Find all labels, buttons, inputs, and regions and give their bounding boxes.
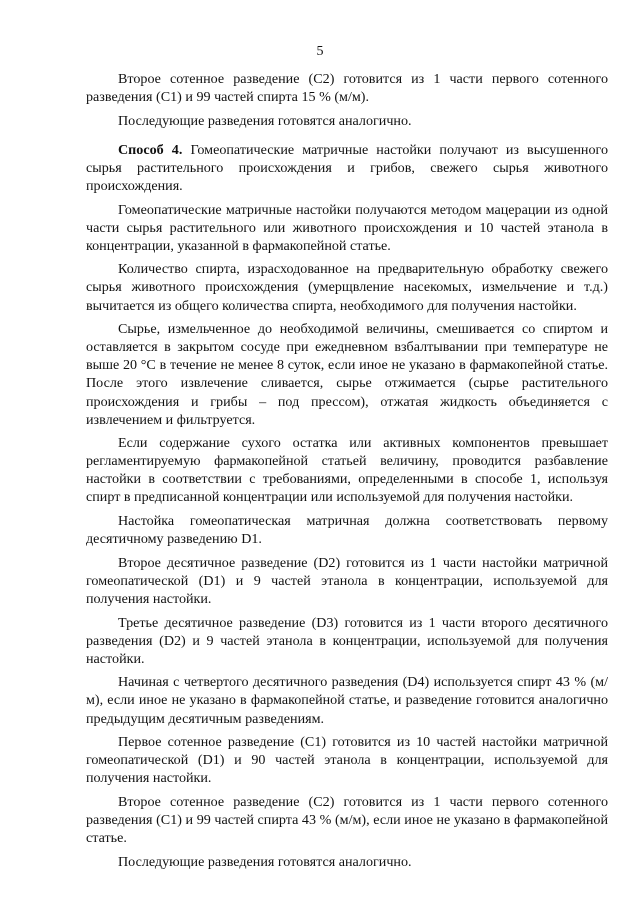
paragraph-4: Гомеопатические матричные настойки получаются методом мацерации из одной части сырья растительного или животного происхождения и 10 частей этанола в концентрации, указанной в фармакопейной статье.	[86, 201, 608, 254]
paragraph-5: Количество спирта, израсходованное на предварительную обработку свежего сырья животного происхождения (умерщвление насекомых, измельчение и т.д.) вычитается из общего количества спирта, необходимого для получения настойки.	[86, 261, 608, 314]
paragraph-11: Начиная с четвертого десятичного разведения (D4) используется спирт 43 % (м/м), если иное не указано в фармакопейной статье, и разведение готовится аналогично предыдущим десятичным разведениям.	[86, 674, 608, 727]
paragraph-method-4	[86, 141, 608, 195]
method-label: Способ 4.	[118, 141, 183, 158]
document-body	[86, 70, 608, 876]
paragraph-9: Второе десятичное разведение (D2) готовится из 1 части настойки матричной гомеопатической (D1) и 9 частей этанола в концентрации, используемой для получения настойки.	[86, 554, 608, 607]
paragraph-2: Последующие разведения готовятся аналогично.	[118, 112, 412, 129]
page-number: 5	[316, 44, 324, 59]
paragraph-12: Первое сотенное разведение (С1) готовится из 10 частей настойки матричной гомеопатической (D1) и 90 частей этанола в концентрации, используемой для получения настойки.	[86, 734, 608, 787]
method-text: Гомеопатические матричные настойки получают из высушенного сырья растительного происхождения и грибов, свежего сырья животного происхождения.	[86, 141, 608, 194]
paragraph-13: Второе сотенное разведение (С2) готовится из 1 части первого сотенного разведения (С1) и 99 частей спирта 43 % (м/м), если иное не указано в фармакопейной статье.	[86, 793, 608, 847]
paragraph-6: Сырье, измельченное до необходимой величины, смешивается со спиртом и оставляется в закрытом сосуде при ежедневном взбалтывании при температуре не выше 20 °С в течение не менее 8 суток, если иное не указано в фармакопейной статье. После этого извлечение сливается, сырье отжимается (сырье растительного происхождения и грибы – под прессом), отжатая жидкость объединяется с извлечением и фильтруется.	[86, 321, 608, 428]
paragraph-1: Второе сотенное разведение (С2) готовится из 1 части первого сотенного разведения (С1) и 99 частей спирта 15 % (м/м).	[86, 71, 608, 106]
paragraph-14: Последующие разведения готовятся аналогично.	[118, 853, 412, 870]
paragraph-10: Третье десятичное разведение (D3) готовится из 1 части второго десятичного разведения (D2) и 9 частей этанола в концентрации, используемой для получения настойки.	[86, 614, 608, 667]
paragraph-7: Если содержание сухого остатка или активных компонентов превышает регламентируемую фармакопейной статьей величину, проводится разбавление настойки в соответствии с требованиями, определенными в способе 1, используя спирт в предписанной концентрации или используемой для получения настойки.	[86, 435, 608, 506]
paragraph-8: Настойка гомеопатическая матричная должна соответствовать первому десятичному разведению D1.	[86, 513, 608, 548]
